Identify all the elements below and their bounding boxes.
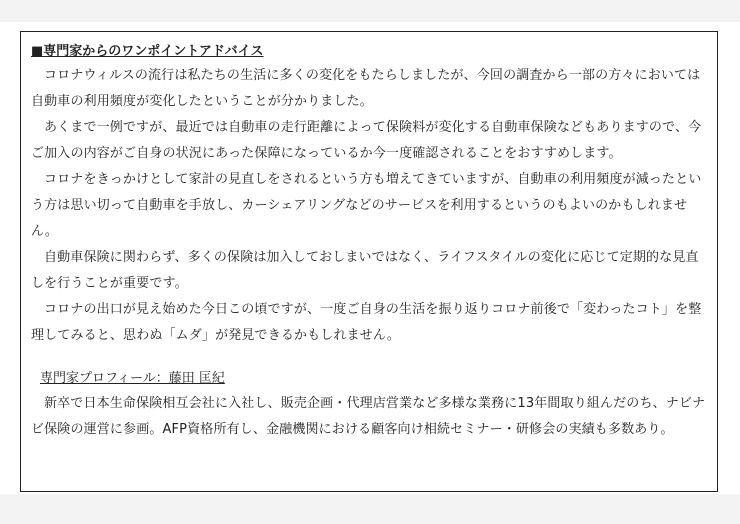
advice-box — [20, 31, 718, 492]
advice-paragraph: コロナの出口が見え始めた今日この頃ですが、一度ご自身の生活を振り返りコロナ前後で「変わったコト」を整理してみると、思わぬ「ムダ」が発見できるかもしれません。 — [31, 302, 702, 343]
profile-text: 新卒で日本生命保険相互会社に入社し、販売企画・代理店営業など多様な業務に13年間取り組んだのち、ナビナビ保険の運営に参画。AFP資格所有し、金融機関における顧客向け相続セミナー・研修会の実績も多数あり。 — [31, 396, 706, 437]
advice-paragraph: あくまで一例ですが、最近では自動車の走行距離によって保険料が変化する自動車保険などもありますので、今ご加入の内容がご自身の状況にあった保障になっているか今一度確認されることをおすすめします。 — [31, 120, 702, 161]
section-spacer — [31, 349, 709, 368]
advice-paragraph: コロナをきっかけとして家計の見直しをされるという方も増えてきていますが、自動車の利用頻度が減ったという方は思い切って自動車を手放し、カーシェアリングなどのサービスを利用するというのもよいのかもしれません。 — [31, 172, 702, 239]
advice-paragraph: コロナウィルスの流行は私たちの生活に多くの変化をもたらしましたが、今回の調査から一部の方々においては自動車の利用頻度が変化したということが分かりました。 — [31, 68, 701, 109]
advice-heading: ■専門家からのワンポイントアドバイス — [31, 44, 264, 59]
advice-paragraph: 自動車保険に関わらず、多くの保険は加入しておしまいではなく、ライフスタイルの変化に応じて定期的な見直しを行うことが重要です。 — [31, 250, 699, 291]
profile-title: 専門家プロフィール：藤田 匡紀 — [40, 371, 225, 386]
